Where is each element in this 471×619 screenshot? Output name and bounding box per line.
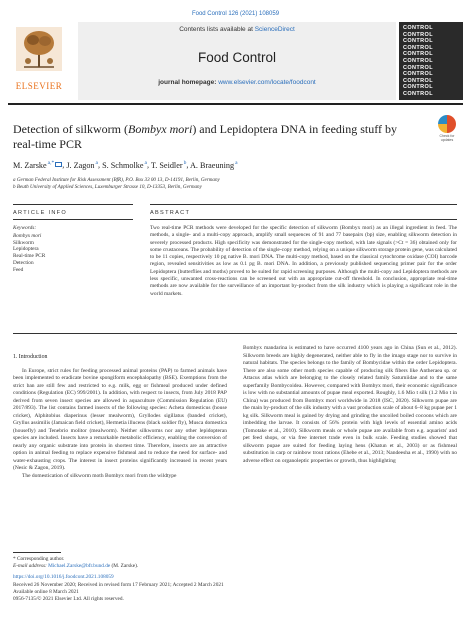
cover-line: CONTROL bbox=[403, 38, 433, 45]
elsevier-tree-icon bbox=[16, 27, 62, 71]
keyword: Feed bbox=[13, 266, 24, 273]
title-suffix: ) and Lepidoptera DNA in feeding stuff by real-time PCR bbox=[13, 122, 398, 151]
doi-line bbox=[13, 574, 453, 581]
check-updates-label: Check for updates bbox=[439, 134, 455, 142]
body-paragraph: In Europe, strict rules for feeding processed animal proteins (PAP) to farmed animals have been implemented to eradicate bovine spongiform encephalopathy (BSE). Exemptions from the strict ban are still few and restricted to e.g. milk, egg or fishmeal produced under defined conditions (Regulation (EC) 999/2001). In addition, with respect to insects, from July 2018 PAP derived from seven insect species are allowed in aquaculture (Commission Regulation (EU) 2017/893). The list contains farmed insects of the following species: Acheta domesticus (house cricket), Alphitobius diaperinus (lesser mealworm), Gryllodes sigillatus (banded cricket), Gryllus assimilis (Jamaican field cricket), Hermetia illucens (black soldier fly), Musca domestica (housefly) and Tenebrio molitor (mealworm). Neither silkworms nor any other lepidopteran species are included. Insects have a remarkable metabolic efficiency, enabling the conversion of nearly any organic substrate into protein in shortest time. Therefore, insects are an attractive option in animal feeding to replace expensive fishmeal and to reduce the need for surface- and water-exhausting crops. The interest in insect proteins significantly increased in recent years (Nesic & Zagon, 2019). bbox=[13, 367, 227, 471]
email-suffix: (M. Zarske). bbox=[110, 563, 139, 570]
homepage-prefix: journal homepage: bbox=[158, 79, 219, 86]
keywords-block bbox=[13, 225, 133, 273]
cover-line: CONTROL bbox=[403, 71, 433, 78]
author-link[interactable]: M. Zarske bbox=[13, 160, 47, 170]
check-updates-icon bbox=[438, 115, 456, 133]
article-info-rule bbox=[13, 204, 133, 205]
cover-line: CONTROL bbox=[403, 84, 433, 91]
affiliation-a: a German Federal Institute for Risk Assessment (BfR), P.O. Box 33 00 13, D-14191, Berlin, Germany bbox=[13, 177, 220, 183]
journal-homepage-link[interactable]: www.elsevier.com/locate/foodcont bbox=[218, 79, 316, 86]
body-paragraph: The domestication of silkworm moth Bombyx mori from the wildtype bbox=[22, 472, 177, 479]
author-link[interactable]: T. Seidler bbox=[150, 160, 183, 170]
author-affiliation-marker[interactable]: a bbox=[95, 160, 98, 166]
cover-line: CONTROL bbox=[403, 77, 433, 84]
keyword: Detection bbox=[13, 259, 34, 266]
elsevier-logo bbox=[8, 27, 70, 89]
footnotes bbox=[13, 556, 453, 603]
journal-title: Food Control bbox=[197, 50, 277, 65]
article-title bbox=[13, 122, 408, 152]
footnote-rule bbox=[13, 552, 61, 553]
article-info-heading: ARTICLE INFO bbox=[13, 210, 68, 216]
journal-banner bbox=[78, 22, 396, 100]
abstract-text: Two real-time PCR methods were developed for the specific detection of silkworm (Bombyx mori) as an illegal ingredient in feed. The methods, a single- and a multi-copy approach, amplify small sequences of 91 and 77 basepairs (bp) size, enabling silkworm detection in severely processed products. High specificity was demonstrated for the single-copy method, with late signals (>Ct = 36) obtained only for some crustaceans. The probability of detection of the single-copy method, relying on a unique silkworm storage protein gene, was calculated to be 11 copies, respectively 10 pg native B. mori DNA. The multi-copy method, based on the classical cytochrome oxidase (COI) barcode region, revealed sensitivities as low as 0.1 pg B. mori DNA. In addition, a previously published sequencing primer pair for the order Lepidoptera (butterflies and moths) proved to be suited for rapid screening purposes. Although the multi-copy and Lepidoptera methods are less specific, unwanted cross-reactions can be screened out with an appropriate cut-off threshold. In conclusion, appropriate real-time methods are now available for the surveillance of an important by-product from the silk industry which is playing a significant role in the world markets. bbox=[150, 225, 457, 297]
body-column-right bbox=[243, 345, 457, 465]
cover-line: CONTROL bbox=[403, 64, 433, 71]
abstract-rule-lower bbox=[150, 219, 457, 220]
author-link[interactable]: S. Schmolke bbox=[102, 160, 144, 170]
email-label: E-mail address: bbox=[13, 563, 49, 570]
header-divider bbox=[8, 103, 463, 105]
masthead bbox=[8, 22, 463, 100]
email-line bbox=[13, 563, 453, 570]
sciencedirect-link[interactable]: ScienceDirect bbox=[254, 26, 295, 33]
received-dates: Received 26 November 2020; Received in revised form 17 February 2021; Accepted 2 March 2021 bbox=[13, 581, 224, 588]
author-link[interactable]: J. Zagon bbox=[66, 160, 95, 170]
abstract-rule bbox=[150, 204, 457, 205]
title-species: Bombyx mori bbox=[127, 122, 193, 136]
copyright-line: 0956-7135/© 2021 Elsevier Ltd. All rights reserved. bbox=[13, 596, 124, 603]
author-list: M. Zarske$^{a,*}$ , J. Zagon$^a$, S. Schmolke$^a$, T. Seidler$^b$, A. Braeuning$^a$ bbox=[13, 160, 238, 170]
publisher-name: ELSEVIER bbox=[15, 81, 63, 91]
keyword: Lepidoptera bbox=[13, 246, 39, 253]
check-for-updates-button[interactable] bbox=[437, 115, 457, 142]
homepage-line bbox=[78, 79, 396, 86]
email-link[interactable]: Michael.Zarske@bfr.bund.de bbox=[48, 563, 111, 570]
cover-line: CONTROL bbox=[403, 44, 433, 51]
abstract-heading: ABSTRACT bbox=[150, 210, 191, 216]
cover-line: CONTROL bbox=[403, 25, 433, 31]
corresponding-author-note: * Corresponding author. bbox=[13, 556, 65, 562]
author-affiliation-marker[interactable]: a bbox=[144, 160, 147, 166]
body-paragraph: Bombyx mandarina is estimated to have occurred 4100 years ago in China (Sun et al., 2012). Silkworm breeds are highly degenerated, neither able to fly in the imago stage nor to survive in natural habitats. The species belongs to the family of Bombycidae within the order Lepidoptera. There are also some other moth species capable of producing silk fibers like Antheraea sp. or Attacus atlas which are belonging to the closely related family Saturniidae and to the same superfamily Bombycoidea. However, compared with Bombyx mori, their economic significance is low with no substantial amounts of pupae meal exported. Roughly, 1.6 Mio t silk (1.2 Mio t in China) was produced from Bombyx mori worldwide in 2018 (ISC, 2020). Silkworm pupae are the main by-product of the silk industry with a vast production scale of about 6–8 kg pupae per 1 kg silk. Silkworm meal is gained by drying and grinding the uncoiled boiled cocoons which are imbedding the larvae. It consists of 56% protein with high levels of essential amino acids (Tomotake et al., 2010). Silkworm meals or whole pupae are available from e.g. aquarists' and pet feed shops, or via free internet trade even in bulk scale. Feeding studies showed that silkworm pupae are suited for feeding laying hens (Khatun et al., 2003) or as fishmeal substitution in carp or rainbow trout rations (Ehebe et al., 2013; Nandeesha et al., 1990) with no adverse effect on organoleptic properties or growth, thus highlighting bbox=[243, 345, 457, 464]
journal-cover-thumbnail[interactable] bbox=[399, 22, 463, 100]
email-icon[interactable] bbox=[55, 162, 62, 167]
keyword: Bombyx mori bbox=[13, 233, 42, 239]
cover-line: CONTROL bbox=[403, 90, 433, 97]
cover-line: CONTROL bbox=[403, 57, 433, 64]
author-affiliation-marker[interactable]: b bbox=[183, 160, 187, 166]
body-divider bbox=[13, 333, 457, 334]
keywords-label: Keywords: bbox=[13, 225, 37, 231]
body-column-left bbox=[13, 354, 227, 480]
available-online-date: Available online 8 March 2021 bbox=[13, 588, 79, 595]
contents-line bbox=[78, 26, 396, 33]
doi-link[interactable]: https://doi.org/10.1016/j.foodcont.2021.108059 bbox=[13, 574, 114, 581]
keyword: Silkworm bbox=[13, 239, 34, 246]
keyword: Real-time PCR bbox=[13, 253, 46, 260]
cover-line: CONTROL bbox=[403, 31, 433, 38]
affiliation-b: b Beuth University of Applied Sciences, Luxemburger Strasse 10, D-13353, Berlin, Germany bbox=[13, 184, 202, 190]
author-affiliation-marker[interactable]: a bbox=[235, 160, 238, 166]
contents-prefix: Contents lists available at bbox=[179, 26, 255, 33]
affiliations bbox=[13, 177, 453, 191]
article-info-rule-lower bbox=[13, 219, 133, 220]
journal-reference[interactable]: Food Control 126 (2021) 108059 bbox=[191, 11, 280, 17]
section-title: 1. Introduction bbox=[13, 354, 48, 360]
author-affiliation-marker[interactable]: a,* bbox=[47, 160, 55, 166]
cover-line: CONTROL bbox=[403, 51, 433, 58]
author-link[interactable]: A. Braeuning bbox=[189, 160, 235, 170]
title-prefix: Detection of silkworm ( bbox=[13, 122, 128, 136]
